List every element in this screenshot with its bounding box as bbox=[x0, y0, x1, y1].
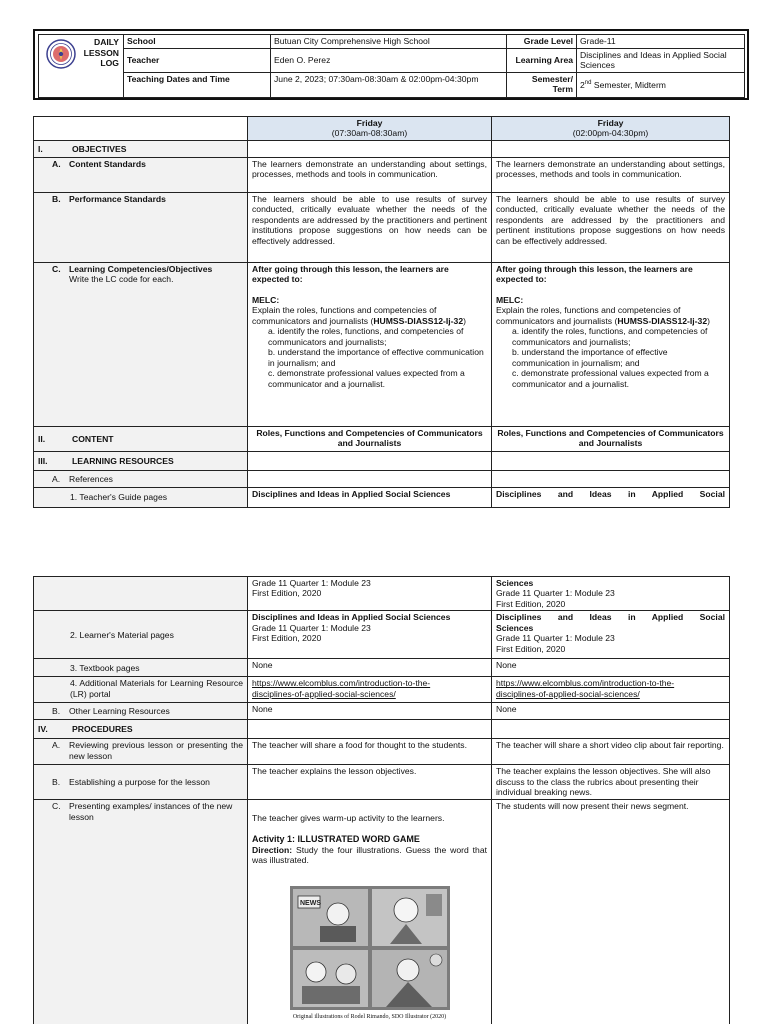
teaching-dates-value: June 2, 2023; 07:30am-08:30am & 02:00pm-04:30pm bbox=[271, 72, 507, 97]
examples-text: Presenting examples/ instances of the new lesson bbox=[69, 801, 233, 822]
logo-cell bbox=[39, 35, 124, 98]
performance-standards-cell-1: The learners should be able to use results of survey conducted, critically evaluate whether the needs of the respondents are addressed by the practitioners and pertinent institutions propose suggestions on how needs can be effectively addressed. bbox=[248, 193, 492, 263]
examples-cell-1 bbox=[248, 800, 492, 1024]
melc-desc-1: Explain the roles, functions and competencies of communicators and journalists ( bbox=[252, 305, 437, 326]
melc-close-1: ) bbox=[463, 315, 466, 326]
performance-standards-label bbox=[34, 193, 248, 263]
lm-module-2: Grade 11 Quarter 1: Module 23 bbox=[496, 633, 615, 644]
melc-text-2 bbox=[496, 305, 725, 326]
comp-a-2: a. identify the roles, functions, and competencies of communicators and journalists; bbox=[512, 326, 708, 347]
direction-text: Study the four illustrations. Guess the word that was illustrated. bbox=[252, 844, 487, 866]
learning-resources-heading bbox=[34, 452, 248, 471]
lr-portal-link-1[interactable] bbox=[252, 678, 430, 698]
school-label: School bbox=[124, 35, 271, 49]
reviewing-label bbox=[34, 739, 248, 765]
url-line1-1: https://www.elcomblus.com/introduction-to-the- bbox=[252, 678, 431, 689]
melc-desc-2: Explain the roles, functions and competencies of communicators and journalists ( bbox=[496, 305, 681, 326]
school-value: Butuan City Comprehensive High School bbox=[271, 35, 507, 49]
header-box bbox=[33, 29, 749, 100]
semester-suffix: nd bbox=[584, 79, 592, 86]
tg-pages-cell-1: Disciplines and Ideas in Applied Social Sciences bbox=[248, 488, 492, 508]
content-cell-1: Roles, Functions and Competencies of Communicators and Journalists bbox=[248, 427, 492, 452]
semester-rest: Semester, Midterm bbox=[591, 79, 666, 90]
procedures-num: IV. bbox=[38, 724, 48, 735]
competencies-note: Write the LC code for each. bbox=[69, 274, 174, 285]
dll-title bbox=[84, 37, 119, 69]
content-heading bbox=[34, 427, 248, 452]
column-day-2: Friday bbox=[597, 118, 624, 128]
dll-line-lesson: LESSON bbox=[83, 47, 119, 58]
grade-level-label: Grade Level bbox=[507, 35, 577, 49]
performance-standards-letter: B. bbox=[52, 194, 61, 204]
additional-materials-cell-2 bbox=[492, 677, 730, 703]
svg-text:NEWS: NEWS bbox=[299, 899, 321, 907]
illustrated-word-game-image bbox=[290, 886, 450, 1010]
purpose-letter: B. bbox=[52, 777, 61, 788]
blank-corner-cell bbox=[34, 117, 248, 141]
grade-level-value: Grade-11 bbox=[577, 35, 745, 49]
melc-label-2: MELC: bbox=[496, 294, 524, 305]
references-label bbox=[34, 471, 248, 488]
tg-pages-continued-cell-1 bbox=[248, 577, 492, 611]
other-resources-letter: B. bbox=[52, 706, 61, 717]
examples-letter: C. bbox=[52, 801, 61, 812]
procedures-heading bbox=[34, 720, 248, 739]
content-standards-label bbox=[34, 158, 248, 193]
tg-pages-continued-label bbox=[34, 577, 248, 611]
column-header-2 bbox=[492, 117, 730, 141]
direction-label: Direction: bbox=[252, 844, 293, 855]
tg-pages-cell-2: Disciplines and Ideas in Applied Social bbox=[492, 488, 730, 508]
textbook-pages-cell-1: None bbox=[248, 659, 492, 677]
tg-edition-2: First Edition, 2020 bbox=[496, 598, 566, 609]
reviewing-letter: A. bbox=[52, 740, 61, 751]
learning-area-label: Learning Area bbox=[507, 49, 577, 73]
purpose-text: Establishing a purpose for the lesson bbox=[69, 777, 210, 788]
objectives-heading bbox=[34, 141, 248, 158]
dll-line-log: LOG bbox=[100, 58, 119, 69]
additional-materials-label: 4. Additional Materials for Learning Resource (LR) portal bbox=[34, 677, 248, 703]
lm-module-1: Grade 11 Quarter 1: Module 23 bbox=[252, 622, 371, 633]
lm-pages-cell-2 bbox=[492, 611, 730, 659]
learning-resources-cell-2 bbox=[492, 452, 730, 471]
column-day-1: Friday bbox=[356, 118, 383, 128]
url-line1-2: https://www.elcomblus.com/introduction-to-the- bbox=[496, 678, 675, 689]
content-label: CONTENT bbox=[72, 433, 114, 444]
tg-module-2: Grade 11 Quarter 1: Module 23 bbox=[496, 588, 615, 599]
reviewing-text: Reviewing previous lesson or presenting the new lesson bbox=[69, 740, 243, 761]
tg-title-end-2: Sciences bbox=[496, 578, 534, 588]
teacher-value: Eden O. Perez bbox=[271, 49, 507, 73]
lm-title-1: Disciplines and Ideas in Applied Social Sciences bbox=[252, 612, 451, 623]
references-text: References bbox=[69, 473, 113, 484]
performance-standards-text: Performance Standards bbox=[69, 194, 166, 204]
procedures-label: PROCEDURES bbox=[72, 724, 133, 735]
column-header-1 bbox=[248, 117, 492, 141]
tg-module-1: Grade 11 Quarter 1: Module 23 bbox=[252, 578, 371, 588]
illustration-caption: Original illustrations of Rodel Rimando, SDO Illustrator (2020) bbox=[292, 1013, 447, 1020]
examples-label bbox=[34, 800, 248, 1024]
comp-b-1: b. understand the importance of effective communication in journalism; and bbox=[268, 347, 484, 368]
semester-value bbox=[577, 72, 745, 97]
textbook-pages-cell-2: None bbox=[492, 659, 730, 677]
activity-title: Activity 1: ILLUSTRATED WORD GAME bbox=[252, 833, 420, 844]
lm-pages-label: 2. Learner's Material pages bbox=[34, 611, 248, 659]
lesson-plan-table-page1 bbox=[33, 116, 730, 508]
comp-intro-2: After going through this lesson, the learners are expected to: bbox=[496, 264, 693, 285]
references-cell-1 bbox=[248, 471, 492, 488]
melc-close-2: ) bbox=[707, 315, 710, 326]
procedures-cell-1 bbox=[248, 720, 492, 739]
semester-number: 2 bbox=[580, 79, 585, 90]
lm-title-2a: Disciplines and Ideas in Applied Social bbox=[496, 612, 725, 623]
content-standards-text: Content Standards bbox=[69, 159, 146, 169]
url-line2-2: disciplines-of-applied-social-sciences/ bbox=[496, 688, 640, 699]
deped-seal-icon bbox=[46, 39, 76, 69]
references-letter: A. bbox=[52, 473, 61, 484]
purpose-cell-1: The teacher explains the lesson objectives. bbox=[248, 765, 492, 800]
performance-standards-cell-2: The learners should be able to use results of survey conducted, critically evaluate whether the needs of the respondents are addressed by the practitioners and pertinent institutions propose suggestions on how needs can be effectively addressed. bbox=[492, 193, 730, 263]
lesson-plan-table-page2 bbox=[33, 576, 730, 1024]
other-resources-text: Other Learning Resources bbox=[69, 706, 170, 717]
teaching-dates-label: Teaching Dates and Time bbox=[124, 72, 271, 97]
references-cell-2 bbox=[492, 471, 730, 488]
content-cell-2: Roles, Functions and Competencies of Communicators and Journalists bbox=[492, 427, 730, 452]
comp-b-2: b. understand the importance of effective communication in journalism; and bbox=[512, 347, 668, 368]
lr-portal-link-2[interactable] bbox=[496, 678, 674, 698]
examples-cell-2: The students will now present their news segment. bbox=[492, 800, 730, 1024]
lm-pages-cell-1 bbox=[248, 611, 492, 659]
column-time-1: (07:30am-08:30am) bbox=[331, 128, 408, 139]
comp-c-2: c. demonstrate professional values expected from a communicator and a journalist. bbox=[512, 368, 709, 389]
melc-code-2: HUMSS-DIASS12-Ij-32 bbox=[617, 315, 708, 326]
reviewing-cell-2: The teacher will share a short video clip about fair reporting. bbox=[492, 739, 730, 765]
procedures-cell-2 bbox=[492, 720, 730, 739]
dll-line-daily: DAILY bbox=[94, 37, 119, 47]
tg-pages-label: 1. Teacher's Guide pages bbox=[34, 488, 248, 508]
learning-resources-cell-1 bbox=[248, 452, 492, 471]
melc-label-1: MELC: bbox=[252, 294, 280, 305]
content-standards-cell-1: The learners demonstrate an understanding about settings, processes, methods and tools in communication. bbox=[248, 158, 492, 193]
tg-edition-1: First Edition, 2020 bbox=[252, 588, 322, 599]
other-resources-cell-2: None bbox=[492, 703, 730, 720]
melc-text-1 bbox=[252, 305, 487, 326]
competencies-text: Learning Competencies/Objectives bbox=[69, 264, 213, 274]
tg-pages-continued-cell-2 bbox=[492, 577, 730, 611]
purpose-label bbox=[34, 765, 248, 800]
learning-resources-num: III. bbox=[38, 455, 48, 466]
learning-area-value: Disciplines and Ideas in Applied Social Sciences bbox=[577, 49, 745, 73]
url-line2-1: disciplines-of-applied-social-sciences/ bbox=[252, 688, 396, 699]
lm-title-2b: Sciences bbox=[496, 622, 534, 633]
objectives-num: I. bbox=[38, 143, 43, 154]
competencies-letter: C. bbox=[52, 264, 61, 274]
column-time-2: (02:00pm-04:30pm) bbox=[572, 128, 649, 139]
reviewing-cell-1: The teacher will share a food for thought to the students. bbox=[248, 739, 492, 765]
comp-a-1: a. identify the roles, functions, and competencies of communicators and journalists; bbox=[268, 326, 464, 347]
other-resources-cell-1: None bbox=[248, 703, 492, 720]
lm-edition-1: First Edition, 2020 bbox=[252, 633, 322, 644]
objectives-cell-1 bbox=[248, 141, 492, 158]
competencies-cell-1 bbox=[248, 263, 492, 427]
header-table bbox=[38, 34, 745, 98]
objectives-cell-2 bbox=[492, 141, 730, 158]
activity-direction bbox=[252, 845, 487, 866]
teacher-label: Teacher bbox=[124, 49, 271, 73]
content-standards-cell-2: The learners demonstrate an understanding about settings, processes, methods and tools in communication. bbox=[492, 158, 730, 193]
comp-c-1: c. demonstrate professional values expected from a communicator and a journalist. bbox=[268, 368, 465, 389]
competencies-label bbox=[34, 263, 248, 427]
content-standards-letter: A. bbox=[52, 159, 61, 169]
purpose-cell-2: The teacher explains the lesson objectives. She will also discuss to the class the rubrics about presenting their individual breaking news. bbox=[492, 765, 730, 800]
textbook-pages-label: 3. Textbook pages bbox=[34, 659, 248, 677]
other-resources-label bbox=[34, 703, 248, 720]
melc-code-1: HUMSS-DIASS12-Ij-32 bbox=[373, 315, 464, 326]
learning-resources-label: LEARNING RESOURCES bbox=[72, 455, 174, 466]
lm-edition-2: First Edition, 2020 bbox=[496, 643, 566, 654]
competencies-cell-2 bbox=[492, 263, 730, 427]
comp-intro-1: After going through this lesson, the learners are expected to: bbox=[252, 264, 449, 285]
content-num: II. bbox=[38, 433, 46, 444]
objectives-label: OBJECTIVES bbox=[72, 143, 127, 154]
additional-materials-cell-1 bbox=[248, 677, 492, 703]
semester-label: Semester/ Term bbox=[507, 72, 577, 97]
warmup-intro: The teacher gives warm-up activity to the learners. bbox=[252, 813, 445, 824]
